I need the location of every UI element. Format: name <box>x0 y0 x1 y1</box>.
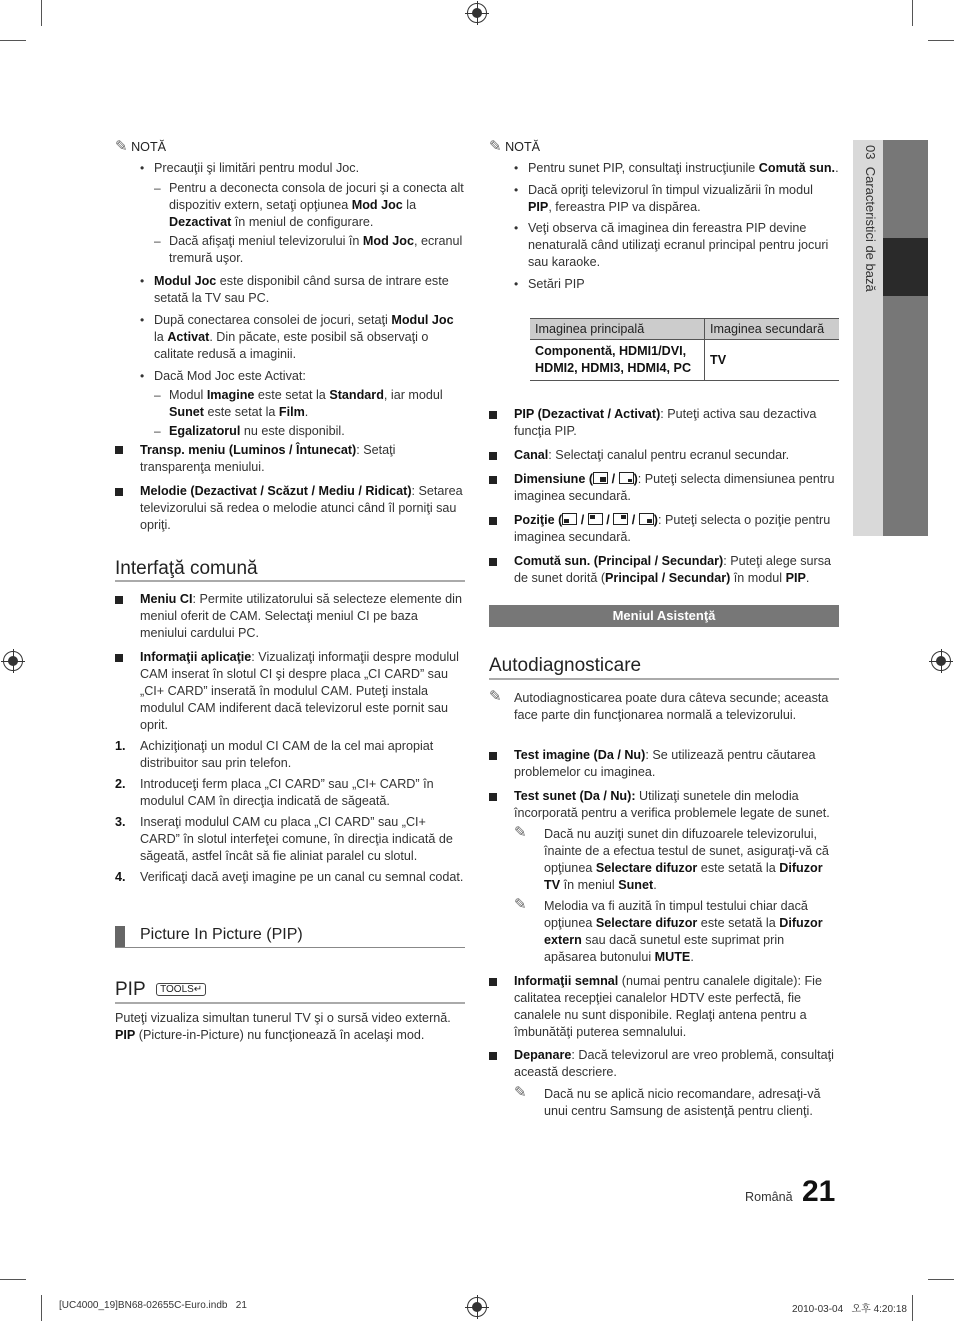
list-item: 1. Achiziţionaţi un modul CI CAM de la cel mai apropiat distribuitor sau prin telefon. <box>115 739 434 770</box>
list-item: • Pentru sunet PIP, consultaţi instrucţiunile Comută sun.. <box>514 161 839 175</box>
divider <box>115 580 465 582</box>
square-bullet-icon <box>489 517 497 525</box>
note-pencil-icon: ✎ <box>115 138 128 155</box>
footer-language: Română <box>745 1190 793 1204</box>
pip-note-list <box>514 160 839 293</box>
crop-mark <box>928 40 954 41</box>
page-number: 21 <box>802 1175 836 1208</box>
test-sunet-note-2: ✎ Melodia va fi auzită în timpul testului chiar dacă opţiunea Selectare difuzor este setată la Difuzor extern sau dacă sunetul este suprimat prin apăsarea butonului MUTE. <box>514 896 823 964</box>
note-header: ✎ NOTĂ <box>115 138 167 155</box>
list-item: • După conectarea consolei de jocuri, setaţi Modul Joc la Activat. Din păcate, este posibil să observaţi o calitate redusă a imaginii. <box>140 313 454 361</box>
note-pencil-icon: ✎ <box>514 824 527 841</box>
bullet-icon: • <box>514 277 519 291</box>
list-item: 2. Introduceţi ferm placa „CI CARD” sau „CI+ CARD” în modulul CAM în direcţia indicată de săgeată. <box>115 777 434 808</box>
square-bullet-icon <box>489 793 497 801</box>
crop-mark <box>912 1295 913 1321</box>
square-bullet-icon <box>489 558 497 566</box>
side-tab-label: 03 Caracteristici de bază <box>863 145 878 292</box>
dash-icon: – <box>154 181 161 195</box>
divider <box>115 1002 465 1004</box>
list-item: • Modul Joc este disponibil când sursa de intrare este setată la TV sau PC. <box>140 274 449 305</box>
square-bullet-icon <box>115 488 123 496</box>
comuta-sun-item: Comută sun. (Principal / Secundar): Puteţi alege sursa de sunet dorită (Principal / Secundar) în modul PIP. <box>514 554 832 585</box>
test-sunet-note-1: ✎ Dacă nu auziţi sunet din difuzoarele televizorului, înainte de a efectua testul de sunet, asiguraţi-vă că opţiunea Selectare difuzor este setată la Difuzor TV în meniul Sunet. <box>514 824 829 892</box>
pip-settings-table <box>530 318 839 381</box>
size-large-icon <box>593 472 608 484</box>
side-tab-dark <box>883 140 928 536</box>
square-bullet-icon <box>115 654 123 662</box>
list-item: – Pentru a deconecta consola de jocuri şi a conecta alt dispozitiv extern, setaţi opţiunea Mod Joc la Dezactivat în meniul de configurare. <box>154 181 464 229</box>
bullet-icon: • <box>140 369 145 383</box>
registration-mark-icon <box>931 651 951 671</box>
square-bullet-icon <box>115 446 123 454</box>
square-bullet-icon <box>489 411 497 419</box>
info-semnal-item: Informaţii semnal (numai pentru canalele digitale): Fie calitatea recepţiei canalelor HDTV este perfectă, fie canalele nu sunt disponibile. Reglaţi antena pentru a îmbunătăţi puterea semnalului. <box>514 974 822 1039</box>
list-item: 4. Verificaţi dacă aveţi imagine pe un canal cu semnal codat. <box>115 870 464 884</box>
table-header: Imaginea secundară <box>705 319 840 340</box>
footer-timestamp: 2010-03-04 오후 4:20:18 <box>792 1304 907 1315</box>
bullet-icon: • <box>140 313 145 327</box>
tools-badge: TOOLS↵ <box>156 983 206 996</box>
table-header: Imaginea principală <box>530 319 705 340</box>
list-item: – Dacă afişaţi meniul televizorului în Mod Joc, ecranul tremură uşor. <box>154 234 463 265</box>
melodie-item: Melodie (Dezactivat / Scăzut / Mediu / Ridicat): Setarea televizorului să redea o melodie atunci când îl porniţi sau opriţi. <box>140 484 463 532</box>
note-pencil-icon: ✎ <box>514 896 527 913</box>
dash-icon: – <box>154 234 161 248</box>
square-bullet-icon <box>489 1052 497 1060</box>
divider <box>489 678 839 680</box>
square-bullet-icon <box>115 596 123 604</box>
pip-item: PIP (Dezactivat / Activat): Puteţi activa sau dezactiva funcţia PIP. <box>514 407 817 438</box>
position-bottom-left-icon <box>562 513 577 525</box>
crop-mark <box>0 1279 26 1280</box>
dash-icon: – <box>154 424 161 438</box>
footer-file: [UC4000_19]BN68-02655C-Euro.indb 21 <box>59 1300 247 1311</box>
pozitie-item: Poziţie ( / / / ): Puteţi selecta o poziţie pentru imaginea secundară. <box>514 513 831 544</box>
crop-mark <box>0 40 26 41</box>
position-top-left-icon <box>588 513 603 525</box>
position-top-right-icon <box>613 513 628 525</box>
depanare-note: ✎ Dacă nu se aplică nicio recomandare, adresaţi-vă unui centru Samsung de asistenţă pentru clienţi. <box>514 1084 821 1118</box>
list-item: • Setări PIP <box>514 277 585 291</box>
crop-mark <box>41 0 42 26</box>
side-tab-marker <box>883 238 928 296</box>
crop-mark <box>912 0 913 26</box>
square-bullet-icon <box>489 452 497 460</box>
table-cell: Componentă, HDMI1/DVI, HDMI2, HDMI3, HDMI4, PC <box>530 340 705 381</box>
bullet-icon: • <box>140 161 145 175</box>
note-pencil-icon: ✎ <box>514 1084 527 1101</box>
table-row <box>530 340 839 381</box>
info-aplicatie-item: Informaţii aplicaţie: Vizualizaţi informaţii despre modulul CAM inserat în slotul CI şi despre placa „CI CARD” sau „CI+ CARD” inserată în modulul CAM. Puteţi instala modulul CAM indiferent dacă televizorul este pornit sau oprit. <box>140 650 459 732</box>
registration-mark-icon <box>467 3 487 23</box>
list-item: 3. Inseraţi modulul CAM cu placa „CI CARD” sau „CI+ CARD” în slotul interfeţei comune, în direcţia indicată de săgeată, astfel încât să fie aliniat paralel cu slotul. <box>115 815 453 863</box>
list-item: • Veţi observa că imaginea din fereastra PIP devine nenaturală când utilizaţi ecranul principal pentru jocuri sau karaoke. <box>514 221 829 269</box>
section-marker <box>115 926 125 948</box>
bullet-icon: • <box>140 274 145 288</box>
list-item: • Precauţii şi limitări pentru modul Joc. <box>140 161 360 175</box>
dash-icon: – <box>154 388 161 402</box>
bullet-icon: • <box>514 221 519 235</box>
test-sunet-item: Test sunet (Da / Nu): Utilizaţi sunetele din melodia încorporată pentru a verifica problemele legate de sunet. <box>514 789 830 820</box>
size-small-icon <box>619 472 634 484</box>
list-item: • Dacă Mod Joc este Activat: <box>140 369 306 383</box>
list-item: – Modul Imagine este setat la Standard, iar modul Sunet este setat la Film. <box>154 388 443 419</box>
pip-description: Puteţi vizualiza simultan tunerul TV şi o sursă video externă. PIP (Picture-in-Picture) nu funcţionează în acelaşi mod. <box>115 1011 451 1042</box>
square-bullet-icon <box>489 476 497 484</box>
section-title-interfata: Interfaţă comună <box>115 558 258 579</box>
square-bullet-icon <box>489 752 497 760</box>
square-bullet-icon <box>489 978 497 986</box>
crop-mark <box>41 1295 42 1321</box>
divider <box>115 947 465 948</box>
section-title-autodiagnosticare: Autodiagnosticare <box>489 655 642 676</box>
section-title-pip: Picture In Picture (PIP) <box>140 926 303 943</box>
transp-item: Transp. meniu (Luminos / Întunecat): Setaţi transparenţa meniului. <box>140 443 396 474</box>
depanare-item: Depanare: Dacă televizorul are vreo problemă, consultaţi această descriere. <box>514 1048 834 1079</box>
crop-mark <box>928 1279 954 1280</box>
note-pencil-icon: ✎ <box>489 138 502 155</box>
test-imagine-item: Test imagine (Da / Nu): Se utilizează pentru căutarea problemelor cu imaginea. <box>514 748 816 779</box>
registration-mark-icon <box>3 651 23 671</box>
list-item: – Egalizatorul nu este disponibil. <box>154 424 345 438</box>
bullet-icon: • <box>514 161 519 175</box>
table-cell: TV <box>705 340 840 381</box>
bullet-icon: • <box>514 183 519 197</box>
steps-list <box>115 738 465 886</box>
canal-item: Canal: Selectaţi canalul pentru ecranul secundar. <box>514 448 790 462</box>
tools-return-icon: ↵ <box>193 984 203 995</box>
section-title-pip-sub: PIP TOOLS↵ <box>115 979 206 1001</box>
position-bottom-right-icon <box>639 513 654 525</box>
meniu-ci-item: Meniu CI: Permite utilizatorului să selecteze elemente din meniul oferit de CAM. Selectaţi meniul CI pe baza meniului cardului PC. <box>140 592 462 640</box>
note-list <box>140 160 465 440</box>
table-header-row <box>530 319 839 340</box>
note-pencil-icon: ✎ <box>489 688 502 705</box>
list-item: • Dacă opriţi televizorul în timpul vizualizării în modul PIP, fereastra PIP va dispărea. <box>514 183 813 214</box>
dimensiune-item: Dimensiune ( / ): Puteţi selecta dimensiunea pentru imaginea secundară. <box>514 472 835 503</box>
menu-asistenta-bar: Meniul Asistenţă <box>489 605 839 627</box>
note-header: ✎ NOTĂ <box>489 138 541 155</box>
registration-mark-icon <box>467 1297 487 1317</box>
auto-note: ✎ Autodiagnosticarea poate dura câteva secunde; aceasta face parte din funcţionarea normală a televizorului. <box>489 688 829 722</box>
